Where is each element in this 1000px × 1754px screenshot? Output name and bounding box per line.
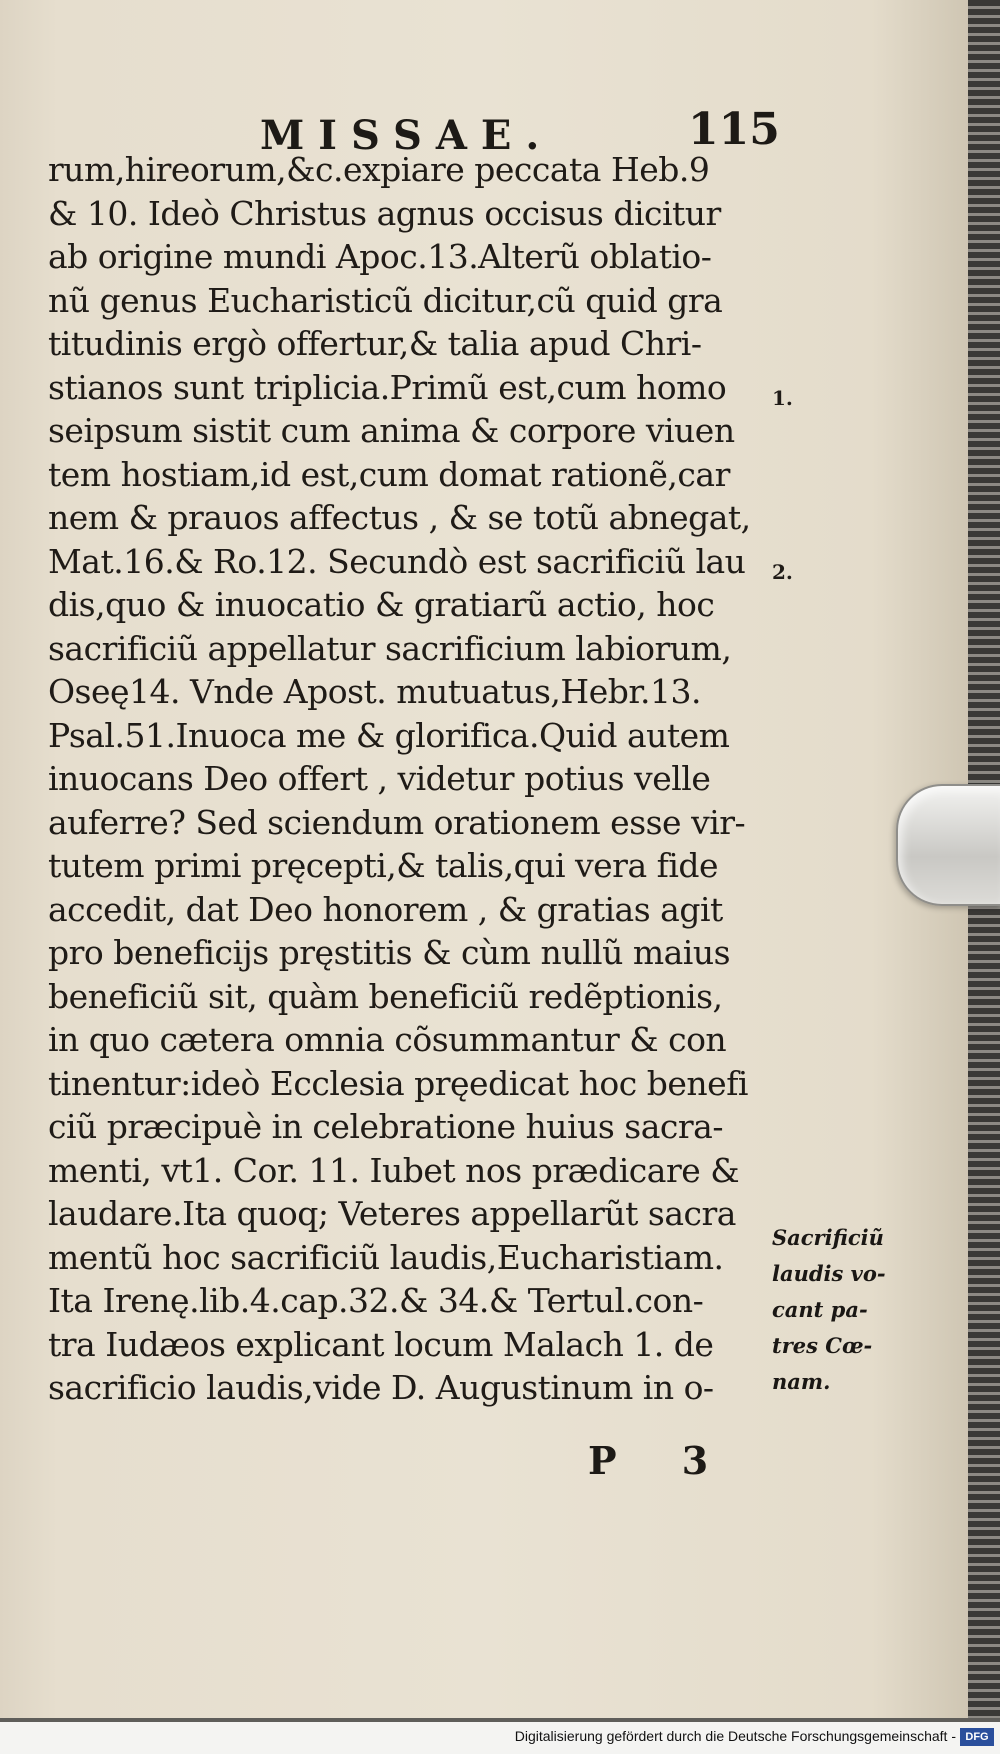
text-line: nũ genus Eucharisticũ dicitur,cũ quid gra [48, 280, 723, 320]
text-line: beneficiũ sit, quàm beneficiũ redẽptionis, [48, 976, 723, 1016]
footer-bar [0, 1722, 1000, 1754]
text-line: tem hostiam,id est,cum domat rationẽ,car [48, 454, 730, 494]
text-line: Mat.16.& Ro.12. Secundò est sacrificiũ lau [48, 541, 746, 581]
footer-credit: Digitalisierung gefördert durch die Deutsche Forschungsgemeinschaft - [514, 1728, 956, 1744]
text-line: Psal.51.Inuoca me & glorifica.Quid autem [48, 715, 730, 755]
text-line: sacrificio laudis,vide D. Augustinum in o- [48, 1368, 714, 1407]
text-line: tra Iudæos explicant locum Malach 1. de [48, 1324, 714, 1364]
text-line: pro beneficijs pręstitis & cùm nullũ maius [48, 933, 731, 972]
text-line: seipsum sistit cum anima & corpore viuen [48, 411, 735, 450]
dfg-logo: DFG [960, 1728, 994, 1746]
margin-note-line: tres Cœ- [772, 1333, 873, 1358]
page-number: 115 [688, 104, 780, 155]
text-line: rum,hireorum,&c.expiare peccata Heb.9 [48, 150, 710, 189]
body-text [48, 148, 768, 1410]
text-line: nem & prauos affectus , & se totũ abnegat, [48, 498, 751, 537]
text-line: titudinis ergò offertur,& talia apud Chri- [48, 324, 702, 363]
text-line: ciũ præcipuè in celebratione huius sacra- [48, 1107, 723, 1146]
text-line: dis,quo & inuocatio & gratiarũ actio, hoc [48, 585, 715, 624]
margin-note-line: Sacrificiũ [772, 1225, 884, 1250]
margin-note-line: cant pa- [772, 1297, 868, 1322]
text-line: in quo cætera omnia cõsummantur & con [48, 1020, 727, 1059]
margin-note-line: laudis vo- [772, 1261, 886, 1286]
margin-marker-1: 1. [772, 386, 793, 410]
text-line: sacrificiũ appellatur sacrificium labiorum, [48, 628, 732, 668]
text-line: Ita Irenę.lib.4.cap.32.& 34.& Tertul.con- [48, 1281, 704, 1320]
text-line: & 10. Ideò Christus agnus occisus dicitur [48, 193, 721, 233]
text-line: laudare.Ita quoq; Veteres appellarũt sacra [48, 1194, 736, 1233]
text-line: mentũ hoc sacrificiũ laudis,Eucharistiam. [48, 1237, 724, 1277]
text-line: menti, vt1. Cor. 11. Iubet nos prædicare & [48, 1150, 740, 1190]
page-clip [896, 784, 1000, 906]
text-line: inuocans Deo offert , videtur potius velle [48, 759, 711, 798]
text-line: tutem primi pręcepti,& talis,qui vera fide [48, 846, 719, 885]
margin-note-line: nam. [772, 1369, 831, 1394]
text-line: Oseę14. Vnde Apost. mutuatus,Hebr.13. [48, 672, 701, 711]
running-head: MISSAE. [260, 112, 554, 159]
text-line: auferre? Sed sciendum orationem esse vir- [48, 802, 746, 842]
margin-marker-2: 2. [772, 560, 793, 584]
margin-note [772, 1220, 892, 1400]
text-line: accedit, dat Deo honorem , & gratias agit [48, 889, 723, 929]
signature-mark: P 3 [588, 1438, 735, 1483]
text-line: tinentur:ideò Ecclesia pręedicat hoc benefi [48, 1063, 748, 1103]
text-line: ab origine mundi Apoc.13.Alterũ oblatio- [48, 237, 712, 276]
text-line: stianos sunt triplicia.Primũ est,cum homo [48, 367, 727, 407]
